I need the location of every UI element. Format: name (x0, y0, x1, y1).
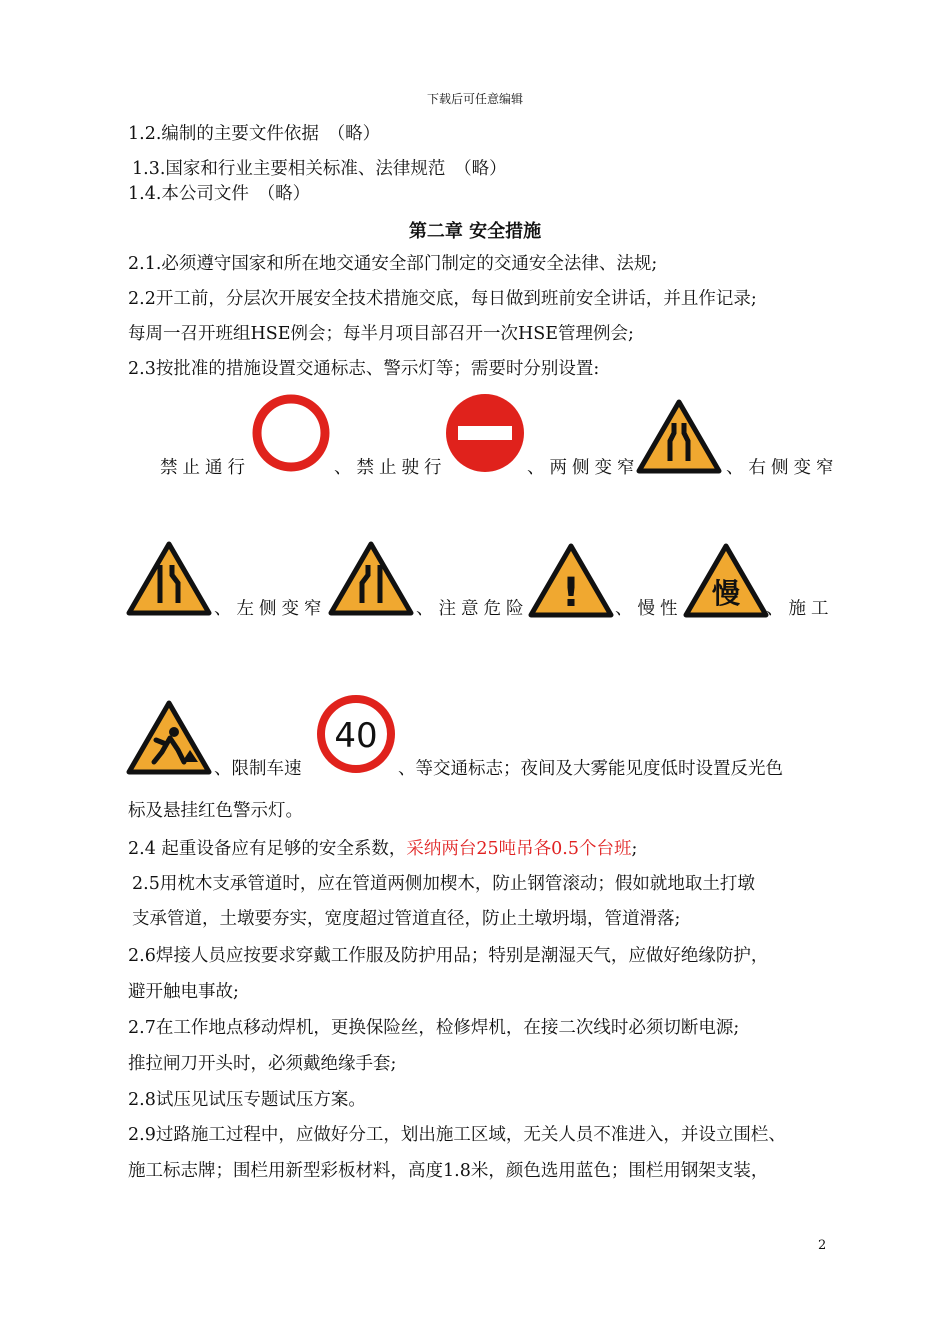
section-2-2-line2: 每周一召开班组HSE例会；每半月项目部召开一次HSE管理例会; (128, 324, 634, 344)
section-2-9-line2: 施工标志牌；围栏用新型彩板材料，高度1.8米，颜色选用蓝色；围栏用钢架支装， (128, 1161, 769, 1181)
sign-label-construction: 、施工 (766, 599, 834, 619)
section-1-2: 1.2.编制的主要文件依据 （略） (128, 124, 381, 144)
section-2-5-line2: 支承管道，土墩要夯实，宽度超过管道直径，防止土墩坍塌，管道滑落; (132, 909, 681, 929)
section-2-6-line1: 2.6焊接人员应按要求穿戴工作服及防护用品；特别是潮湿天气，应做好绝缘防护， (128, 946, 769, 966)
road-narrows-both-sides-icon (636, 399, 722, 475)
section-2-3: 2.3按批准的措施设置交通标志、警示灯等；需要时分别设置: (128, 359, 600, 379)
section-1-3: 1.3.国家和行业主要相关标准、法律规范 （略） (132, 159, 507, 179)
sign-label-speed-limit: 、限制车速 (214, 759, 302, 779)
page-header: 下载后可任意编辑 (426, 92, 523, 106)
sign-label-danger: 、注意危险 (416, 599, 529, 619)
section-2-4 (128, 838, 637, 860)
slow-sign-character: 慢 (711, 577, 741, 610)
sign-label-slow: 、慢性 (615, 599, 683, 619)
speed-limit-40-sign-icon (316, 694, 396, 774)
section-2-3-end: 标及悬挂红色警示灯。 (128, 801, 303, 821)
section-2-8: 2.8试压见试压专题试压方案。 (128, 1090, 366, 1110)
section-2-6-line2: 避开触电事故; (128, 982, 239, 1002)
section-2-4-text: 2.4 起重设备应有足够的安全系数， (128, 839, 407, 859)
section-2-7-line1: 2.7在工作地点移动焊机，更换保险丝，检修焊机，在接二次线时必须切断电源; (128, 1018, 740, 1038)
sign-label-right-narrow: 、右侧变窄 (726, 458, 839, 478)
section-2-2-line1: 2.2开工前，分层次开展安全技术措施交底，每日做到班前安全讲话，并且作记录; (128, 289, 757, 309)
road-narrows-right-icon (126, 541, 212, 617)
sign-label-other-signs: 、等交通标志；夜间及大雾能见度低时设置反光色 (398, 759, 783, 779)
section-2-5-line1: 2.5用枕木支承管道时，应在管道两侧加楔木，防止钢管滚动；假如就地取土打墩 (132, 874, 755, 894)
danger-warning-sign-icon (528, 543, 614, 619)
page-number: 2 (818, 1238, 827, 1253)
section-2-7-line2: 推拉闸刀开头时，必须戴绝缘手套; (128, 1054, 397, 1074)
slow-down-sign-icon (683, 543, 769, 619)
speed-limit-value: 40 (334, 716, 378, 756)
road-work-sign-icon (126, 700, 212, 776)
sign-label-left-narrow: 、左侧变窄 (214, 599, 327, 619)
danger-exclamation-mark: ! (561, 570, 581, 616)
section-2-4-end: ; (631, 839, 638, 859)
sign-label-both-narrow: 、两侧变窄 (527, 458, 640, 478)
no-entry-sign-icon (444, 392, 526, 474)
section-1-4: 1.4.本公司文件 （略） (128, 184, 311, 204)
road-narrows-left-icon (328, 541, 414, 617)
no-passage-sign-icon (250, 392, 332, 474)
chapter-title: 第二章 安全措施 (408, 221, 542, 242)
sign-label-no-passage: 禁止通行 (160, 458, 250, 478)
section-2-4-highlight: 采纳两台25吨吊各0.5个台班 (406, 839, 632, 859)
section-2-9-line1: 2.9过路施工过程中，应做好分工，划出施工区域，无关人员不准进入，并设立围栏、 (128, 1125, 786, 1145)
sign-label-no-entry: 、禁止驶行 (334, 458, 447, 478)
section-2-1: 2.1.必须遵守国家和所在地交通安全部门制定的交通安全法律、法规; (128, 254, 658, 274)
